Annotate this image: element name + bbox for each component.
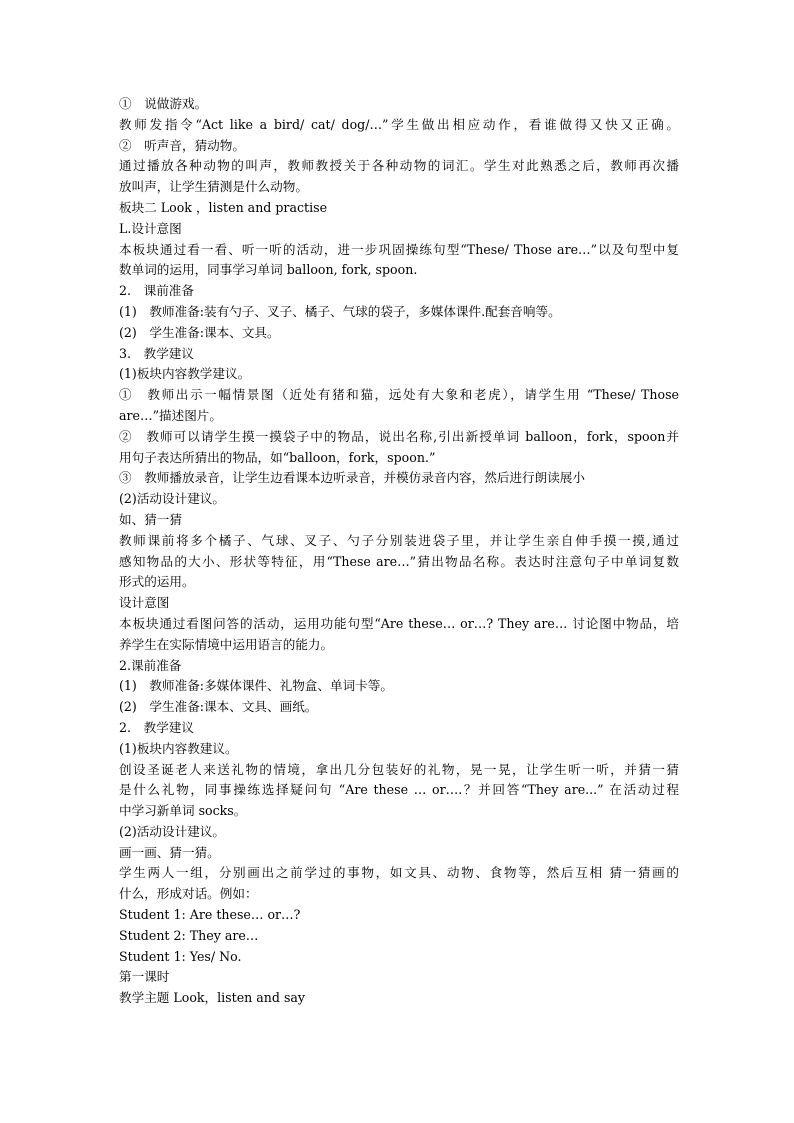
text-line: ① 说做游戏。 xyxy=(119,96,208,111)
section-heading: 第一课时 xyxy=(119,969,170,985)
text-line: 设计意图 xyxy=(119,595,170,611)
text-line: 是什么礼物，同事操练选择疑问句 “Are these … or….？并回答“They are...” 在活动过程 xyxy=(119,782,679,798)
text-line: (1) 教师准备:多媒体课件、礼物盒、单词卡等。 xyxy=(119,678,393,694)
text-line: 如、猜一猜 xyxy=(119,511,182,527)
text-line: L.设计意图 xyxy=(119,220,182,236)
text-line: 数单词的运用，同事学习单词 balloon, fork, spoon. xyxy=(119,262,418,278)
section-heading: 板块二 Look ，listen and practise xyxy=(119,199,328,215)
text-line: 3. 教学建议 xyxy=(119,345,194,361)
text-line: 2. 教学建议 xyxy=(119,719,194,735)
text-line: 本板块通过看图问答的活动，运用功能句型“Are these… or…? They are… 讨论图中物品，培 xyxy=(119,615,679,631)
text-line: 形式的运用。 xyxy=(119,574,195,590)
text-line: (1)板块内容教建议。 xyxy=(119,740,238,756)
text-line: 教学主题 Look，listen and say xyxy=(119,990,306,1006)
text-line: 放叫声，让学生猜测是什么动物。 xyxy=(119,179,308,195)
text-line: (2)活动设计建议。 xyxy=(119,823,225,839)
text-line: ② 听声音，猜动物。 xyxy=(119,137,245,153)
text-line: 什么，形成对话。例如： xyxy=(119,886,258,902)
text-line: 画一画、猜一猜。 xyxy=(119,844,220,860)
text-line: ② 教师可以请学生摸一摸袋子中的物品，说出名称,引出新授单词 balloon，fork，spoon并 xyxy=(119,428,679,444)
text-line: 2. 课前准备 xyxy=(119,283,194,299)
text-line: 感知物品的大小、形状等特征，用“These are…”猜出物品名称。表达时注意句子中单词复数 xyxy=(119,553,679,569)
text-line: (2) 学生准备:课本、文具、画纸。 xyxy=(119,699,318,715)
text-line: 用句子表达所猜出的物品，如“balloon，fork，spoon.” xyxy=(119,449,436,465)
text-line: Student 1: Yes/ No. xyxy=(119,948,242,964)
document-body xyxy=(119,94,679,1009)
text-line: 学生两人一组，分别画出之前学过的事物，如文具、动物、食物等，然后互相 猜一猜画的 xyxy=(119,865,679,881)
text-line: Student 1: Are these… or…? xyxy=(119,907,301,923)
text-line: 创设圣诞老人来送礼物的情境，拿出几分包装好的礼物，晃一晃，让学生听一听，并猜一猜 xyxy=(119,761,679,777)
text-line: 中学习新单词 socks。 xyxy=(119,803,247,819)
text-line: (1) 教师准备:装有勺子、叉子、橘子、气球的袋子，多媒体课件.配套音响等。 xyxy=(119,303,561,319)
text-line: 通过播放各种动物的叫声，教师教授关于各种动物的词汇。学生对此熟悉之后，教师再次播 xyxy=(119,158,679,174)
text-line: Student 2: They are… xyxy=(119,927,259,943)
text-line: (1)板块内容教学建议。 xyxy=(119,366,251,382)
text-line: 教师发指令“Act like a bird/ cat/ dog/…”学生做出相应动作，看谁做得又快又正确。 xyxy=(119,116,679,132)
text-line: (2)活动设计建议。 xyxy=(119,491,225,507)
text-line: 本板块通过看一看、听一听的活动，进一步巩固操练句型“These/ Those are…”以及句型中复 xyxy=(119,241,679,257)
text-line: 2.课前准备 xyxy=(119,657,182,673)
text-line: (2) 学生准备:课本、文具。 xyxy=(119,324,280,340)
text-line: ③ 教师播放录音，让学生边看课本边听录音，并模仿录音内容，然后进行朗读展小 xyxy=(119,470,585,486)
text-line: are…”描述图片。 xyxy=(119,407,222,423)
text-line: 养学生在实际情境中运用语言的能力。 xyxy=(119,636,334,652)
text-line: 教师课前将多个橘子、气球、叉子、勺子分别装进袋子里，并让学生亲自伸手摸一摸,通过 xyxy=(119,532,679,548)
text-line: ① 教师出示一幅情景图（近处有猪和猫，远处有大象和老虎），请学生用 “These/ Those xyxy=(119,387,679,403)
